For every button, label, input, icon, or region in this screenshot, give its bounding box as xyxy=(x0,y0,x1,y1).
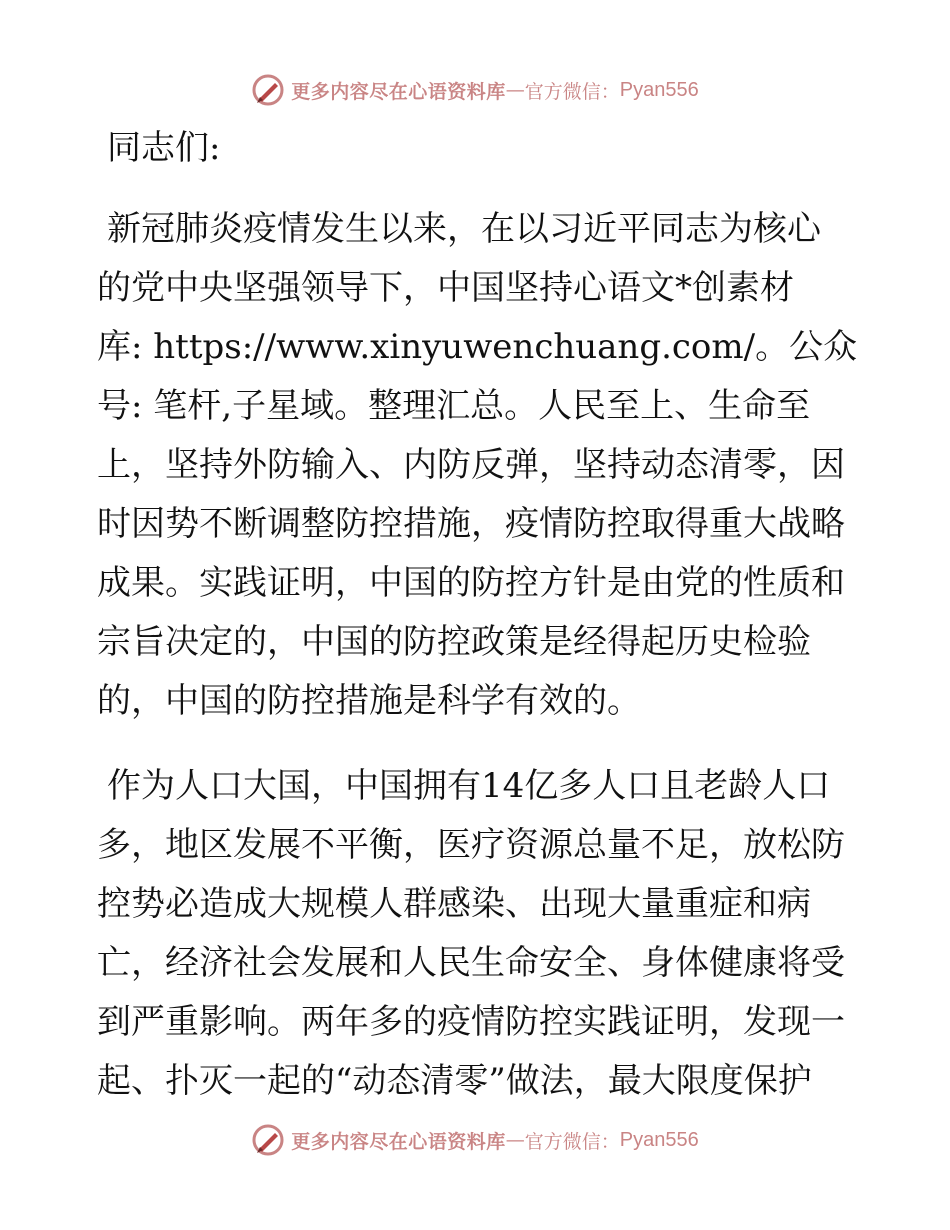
paragraph-line: 宗旨决定的，中国的防控政策是经得起历史检验 xyxy=(97,622,811,662)
paragraph-line: 时因势不断调整防控措施，疫情防控取得重大战略 xyxy=(97,504,845,544)
header-wechat-label: 官方微信： xyxy=(524,80,620,103)
paragraph-line: 亡，经济社会发展和人民生命安全、身体健康将受 xyxy=(97,943,845,983)
paragraph-line: 库: https://www.xinyuwenchuang.com/。公众 xyxy=(97,327,858,367)
paragraph-line: 的，中国的防控措施是科学有效的。 xyxy=(97,681,641,721)
paragraph-line: 到严重影响。两年多的疫情防控实践证明，发现一 xyxy=(97,1002,845,1042)
paragraph-line: 起、扑灭一起的“动态清零”做法，最大限度保护 xyxy=(97,1061,812,1101)
paragraph-line: 的党中央坚强领导下，中国坚持心语文*创素材 xyxy=(97,268,794,308)
document-body xyxy=(97,122,857,1137)
header-banner xyxy=(0,70,950,110)
pen-logo-icon xyxy=(251,73,285,107)
footer-separator: — xyxy=(505,1129,525,1151)
paragraph-line: 成果。实践证明，中国的防控方针是由党的性质和 xyxy=(97,563,845,603)
header-separator: — xyxy=(505,79,525,101)
footer-banner xyxy=(0,1120,950,1160)
paragraph-line: 号: 笔杆,子星域。整理汇总。人民至上、生命至 xyxy=(97,386,811,426)
footer-wechat-id: Pyan556 xyxy=(619,1128,699,1151)
paragraph-line: 新冠肺炎疫情发生以来，在以习近平同志为核心 xyxy=(107,209,821,249)
pen-logo-icon xyxy=(251,1123,285,1157)
footer-site-text: 更多内容尽在心语资料库 xyxy=(291,1130,506,1153)
paragraph-1 xyxy=(97,200,857,731)
header-wechat-id: Pyan556 xyxy=(619,78,699,101)
paragraph-line: 作为人口大国，中国拥有14亿多人口且老龄人口 xyxy=(107,766,831,806)
header-site-text: 更多内容尽在心语资料库 xyxy=(291,80,506,103)
paragraph-line: 多，地区发展不平衡，医疗资源总量不足，放松防 xyxy=(97,825,845,865)
salutation: 同志们: xyxy=(107,128,221,168)
footer-wechat-label: 官方微信： xyxy=(524,1130,620,1153)
paragraph-line: 控势必造成大规模人群感染、出现大量重症和病 xyxy=(97,884,811,924)
paragraph-2 xyxy=(97,757,857,1111)
paragraph-line: 上，坚持外防输入、内防反弹，坚持动态清零，因 xyxy=(97,445,845,485)
